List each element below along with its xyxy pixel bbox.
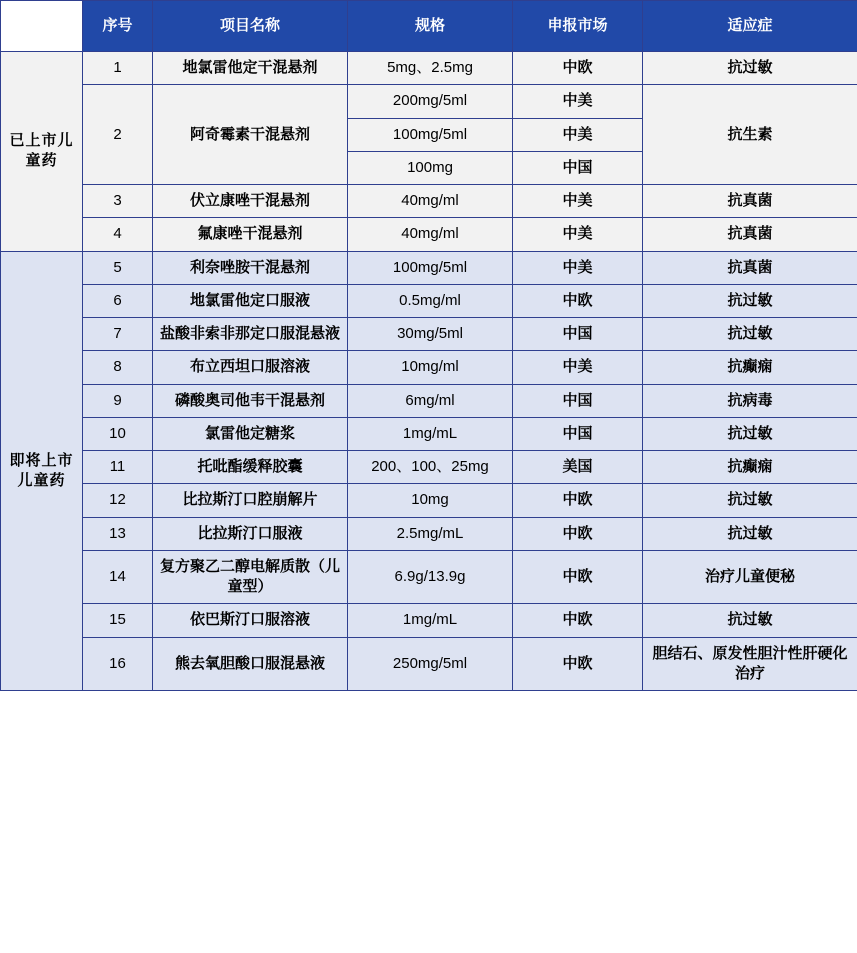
row-indication: 抗过敏 xyxy=(643,318,857,351)
row-spec: 6mg/ml xyxy=(348,384,513,417)
row-name: 地氯雷他定干混悬剂 xyxy=(153,52,348,85)
row-spec: 10mg xyxy=(348,484,513,517)
row-no: 12 xyxy=(83,484,153,517)
row-name: 复方聚乙二醇电解质散（儿童型） xyxy=(153,550,348,604)
header-spec: 规格 xyxy=(348,1,513,52)
row-market: 美国 xyxy=(513,451,643,484)
row-name: 布立西坦口服溶液 xyxy=(153,351,348,384)
header-name: 项目名称 xyxy=(153,1,348,52)
row-spec: 5mg、2.5mg xyxy=(348,52,513,85)
row-name: 熊去氧胆酸口服混悬液 xyxy=(153,637,348,691)
row-market: 中欧 xyxy=(513,284,643,317)
row-name: 比拉斯汀口腔崩解片 xyxy=(153,484,348,517)
table-row xyxy=(1,604,857,637)
row-indication: 抗过敏 xyxy=(643,517,857,550)
row-no: 3 xyxy=(83,185,153,218)
row-market: 中美 xyxy=(513,251,643,284)
row-market: 中美 xyxy=(513,85,643,118)
row-no: 15 xyxy=(83,604,153,637)
row-no: 13 xyxy=(83,517,153,550)
row-market: 中欧 xyxy=(513,604,643,637)
row-name: 磷酸奥司他韦干混悬剂 xyxy=(153,384,348,417)
row-market: 中美 xyxy=(513,118,643,151)
row-market: 中国 xyxy=(513,151,643,184)
table-header-row xyxy=(1,1,857,52)
row-indication: 抗过敏 xyxy=(643,52,857,85)
row-no: 8 xyxy=(83,351,153,384)
table-row xyxy=(1,351,857,384)
row-indication: 抗病毒 xyxy=(643,384,857,417)
row-indication: 胆结石、原发性胆汁性肝硬化治疗 xyxy=(643,637,857,691)
table-row xyxy=(1,85,857,118)
row-indication: 抗生素 xyxy=(643,85,857,185)
table-row xyxy=(1,318,857,351)
table-row xyxy=(1,284,857,317)
row-spec: 1mg/mL xyxy=(348,604,513,637)
group-label-marketed: 已上市儿童药 xyxy=(1,52,83,252)
row-indication: 抗过敏 xyxy=(643,484,857,517)
row-indication: 抗真菌 xyxy=(643,185,857,218)
row-no: 1 xyxy=(83,52,153,85)
row-spec: 100mg/5ml xyxy=(348,251,513,284)
table-row xyxy=(1,218,857,251)
row-no: 2 xyxy=(83,85,153,185)
row-indication: 治疗儿童便秘 xyxy=(643,550,857,604)
row-no: 11 xyxy=(83,451,153,484)
row-indication: 抗过敏 xyxy=(643,284,857,317)
row-name: 伏立康唑干混悬剂 xyxy=(153,185,348,218)
row-no: 4 xyxy=(83,218,153,251)
row-market: 中美 xyxy=(513,351,643,384)
row-market: 中欧 xyxy=(513,484,643,517)
table-row xyxy=(1,251,857,284)
row-market: 中国 xyxy=(513,417,643,450)
row-indication: 抗过敏 xyxy=(643,604,857,637)
table-row xyxy=(1,451,857,484)
row-spec: 200、100、25mg xyxy=(348,451,513,484)
row-name: 依巴斯汀口服溶液 xyxy=(153,604,348,637)
row-market: 中国 xyxy=(513,384,643,417)
row-market: 中国 xyxy=(513,318,643,351)
row-market: 中欧 xyxy=(513,550,643,604)
row-spec: 1mg/mL xyxy=(348,417,513,450)
row-spec: 200mg/5ml xyxy=(348,85,513,118)
row-name: 氟康唑干混悬剂 xyxy=(153,218,348,251)
row-spec: 10mg/ml xyxy=(348,351,513,384)
row-spec: 2.5mg/mL xyxy=(348,517,513,550)
table-row xyxy=(1,637,857,691)
row-name: 地氯雷他定口服液 xyxy=(153,284,348,317)
row-name: 托吡酯缓释胶囊 xyxy=(153,451,348,484)
row-spec: 100mg/5ml xyxy=(348,118,513,151)
header-indication: 适应症 xyxy=(643,1,857,52)
row-spec: 0.5mg/ml xyxy=(348,284,513,317)
row-indication: 抗真菌 xyxy=(643,251,857,284)
table-row xyxy=(1,484,857,517)
table-row xyxy=(1,52,857,85)
table-row xyxy=(1,185,857,218)
row-market: 中欧 xyxy=(513,52,643,85)
row-name: 利奈唑胺干混悬剂 xyxy=(153,251,348,284)
row-name: 阿奇霉素干混悬剂 xyxy=(153,85,348,185)
row-indication: 抗癫痫 xyxy=(643,351,857,384)
row-market: 中美 xyxy=(513,185,643,218)
header-corner xyxy=(1,1,83,52)
header-market: 申报市场 xyxy=(513,1,643,52)
row-spec: 6.9g/13.9g xyxy=(348,550,513,604)
header-no: 序号 xyxy=(83,1,153,52)
row-no: 7 xyxy=(83,318,153,351)
table-body xyxy=(1,52,857,691)
table-row xyxy=(1,384,857,417)
table-row xyxy=(1,417,857,450)
row-indication: 抗癫痫 xyxy=(643,451,857,484)
row-name: 氯雷他定糖浆 xyxy=(153,417,348,450)
group-label-upcoming: 即将上市儿童药 xyxy=(1,251,83,691)
table-header xyxy=(1,1,857,52)
row-name: 盐酸非索非那定口服混悬液 xyxy=(153,318,348,351)
row-spec: 40mg/ml xyxy=(348,218,513,251)
row-indication: 抗真菌 xyxy=(643,218,857,251)
row-no: 10 xyxy=(83,417,153,450)
row-no: 5 xyxy=(83,251,153,284)
row-market: 中欧 xyxy=(513,517,643,550)
row-market: 中美 xyxy=(513,218,643,251)
row-market: 中欧 xyxy=(513,637,643,691)
row-name: 比拉斯汀口服液 xyxy=(153,517,348,550)
row-spec: 30mg/5ml xyxy=(348,318,513,351)
row-indication: 抗过敏 xyxy=(643,417,857,450)
table-row xyxy=(1,517,857,550)
table-row xyxy=(1,550,857,604)
row-no: 14 xyxy=(83,550,153,604)
row-spec: 250mg/5ml xyxy=(348,637,513,691)
row-spec: 100mg xyxy=(348,151,513,184)
row-no: 9 xyxy=(83,384,153,417)
row-no: 6 xyxy=(83,284,153,317)
row-no: 16 xyxy=(83,637,153,691)
row-spec: 40mg/ml xyxy=(348,185,513,218)
